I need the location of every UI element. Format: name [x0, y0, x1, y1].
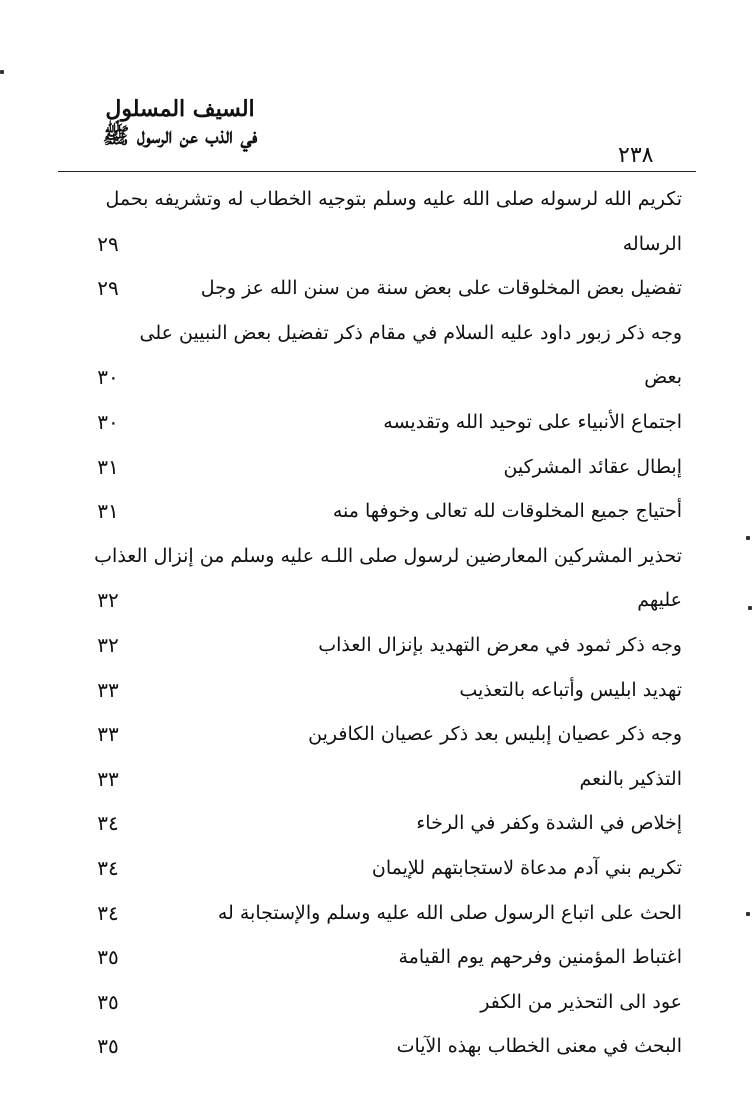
toc-page-number: ٣٣	[97, 722, 119, 747]
toc-entry-text: عليهم	[637, 589, 682, 612]
toc-line	[80, 892, 702, 937]
scan-edge-mark	[746, 912, 750, 916]
toc-entry-text: تهديد ابليس وأتباعه بالتعذيب	[459, 678, 682, 701]
toc-page-number: ٣٥	[97, 1034, 119, 1059]
book-subtitle: في الذب عن الرسول ﷺ	[102, 123, 258, 149]
toc-entry-text: أحتياج جميع المخلوقات لله تعالى وخوفها منه	[332, 500, 682, 523]
toc-line	[80, 713, 702, 758]
toc-entry-text: وجه ذكر زبور داود عليه السلام في مقام ذكر تفضيل بعض النبيين على	[139, 321, 682, 344]
page-header	[0, 0, 754, 170]
toc-line	[80, 312, 702, 357]
page-number: ٢٣٨	[618, 143, 654, 168]
toc-page-number: ٣٤	[97, 855, 119, 880]
toc-line	[80, 178, 702, 223]
toc-page-number: ٣١	[97, 454, 119, 479]
toc-page-number: ٣٠	[97, 409, 119, 434]
header-rule	[58, 171, 696, 172]
toc-line	[80, 356, 702, 401]
toc-entry-text: إبطال عقائد المشركين	[503, 455, 682, 478]
toc-page-number: ٢٩	[97, 231, 119, 256]
toc-line	[80, 446, 702, 491]
toc-entry-text: اغتباط المؤمنين وفرحهم يوم القيامة	[398, 946, 682, 969]
toc-page-number: ٣٥	[97, 945, 119, 970]
toc-entry-text: الرساله	[622, 232, 682, 255]
toc-line	[80, 802, 702, 847]
toc-line	[80, 490, 702, 535]
toc-entry-text: التذكير بالنعم	[579, 767, 682, 790]
toc-line	[80, 758, 702, 803]
toc-entry-text: تكريم بني آدم مدعاة لاستجابتهم للإيمان	[371, 856, 682, 879]
toc-line	[80, 1025, 702, 1070]
toc-entry-text: تفضيل بعض المخلوقات على بعض سنة من سنن الله عز وجل	[200, 277, 682, 300]
toc-entry-text: عود الى التحذير من الكفر	[480, 990, 682, 1013]
toc-entry-text: تكريم الله لرسوله صلى الله عليه وسلم بتوجيه الخطاب له وتشريفه بحمل	[105, 188, 682, 210]
toc-page-number: ٣٥	[97, 989, 119, 1014]
toc-entry-text: الحث على اتباع الرسول صلى الله عليه وسلم والإستجابة له	[217, 901, 682, 924]
toc-entry-text: وجه ذكر عصيان إبليس بعد ذكر عصيان الكافرين	[308, 723, 682, 746]
toc-entry-text: بعض	[644, 366, 682, 389]
toc-entry-text: وجه ذكر ثمود في معرض التهديد بإنزال العذاب	[318, 633, 682, 656]
scan-edge-mark	[746, 536, 750, 540]
toc-line	[80, 981, 702, 1026]
toc-line	[80, 624, 702, 669]
running-title	[60, 96, 300, 150]
toc-line	[80, 669, 702, 714]
toc-entry-text: البحث في معنى الخطاب بهذه الآيات	[396, 1035, 682, 1058]
toc-page-number: ٢٩	[97, 276, 119, 301]
toc-line	[80, 267, 702, 312]
toc-line	[80, 579, 702, 624]
toc-line	[80, 401, 702, 446]
toc-page-number: ٣٢	[97, 632, 119, 657]
toc-line	[80, 936, 702, 981]
toc-page-number: ٣٠	[97, 365, 119, 390]
toc-line	[80, 847, 702, 892]
scan-edge-mark	[748, 606, 752, 610]
toc-line	[80, 535, 702, 580]
scan-edge-mark	[0, 70, 4, 74]
toc-line	[80, 223, 702, 268]
toc-entry-text: تحذير المشركين المعارضين لرسول صلى اللـه عليه وسلم من إنزال العذاب	[94, 544, 682, 567]
toc-page-number: ٣١	[97, 499, 119, 524]
book-title: السيف المسلول	[105, 96, 255, 122]
toc-entry-text: إخلاص في الشدة وكفر في الرخاء	[416, 812, 682, 835]
toc-page-number: ٣٢	[97, 588, 119, 613]
toc-entry-text: اجتماع الأنبياء على توحيد الله وتقديسه	[383, 410, 682, 433]
table-of-contents	[80, 178, 702, 1070]
toc-page-number: ٣٤	[97, 900, 119, 925]
toc-page-number: ٣٤	[97, 811, 119, 836]
toc-page-number: ٣٣	[97, 766, 119, 791]
toc-page-number: ٣٣	[97, 677, 119, 702]
